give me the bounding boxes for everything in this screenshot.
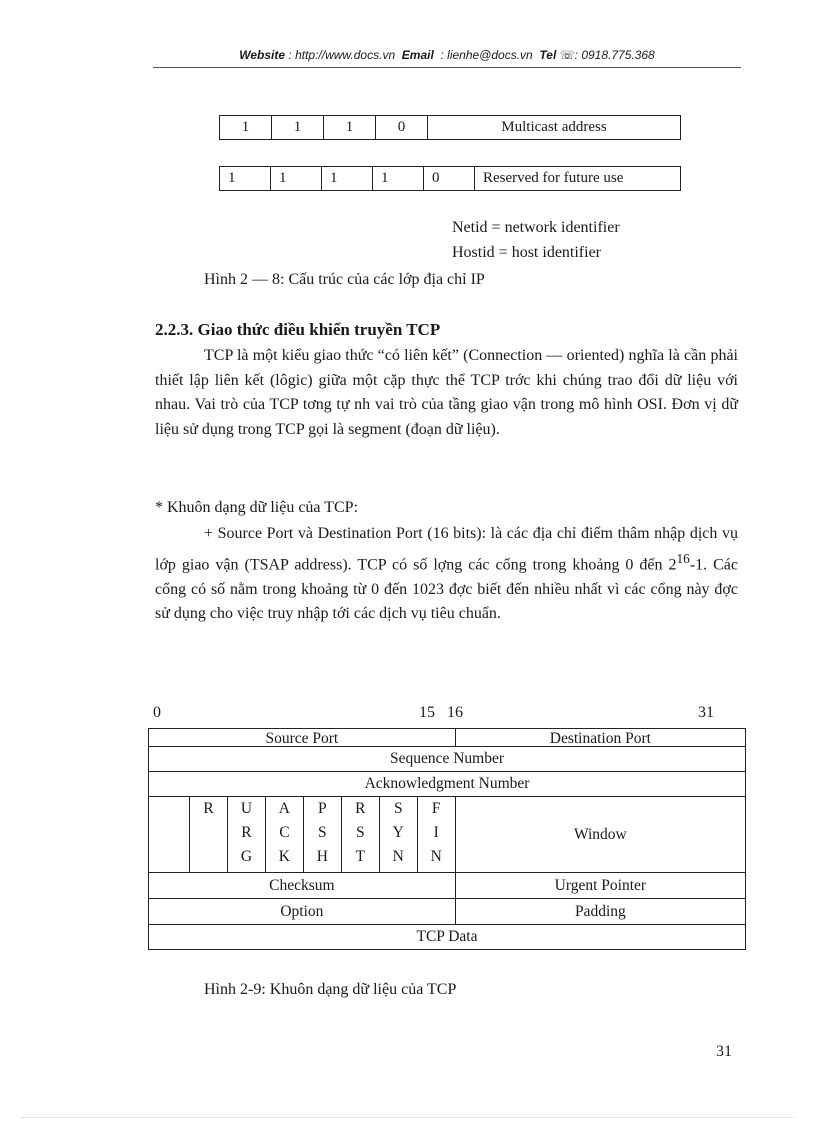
address-bit: 1	[220, 167, 271, 191]
flag-letter: R	[355, 800, 366, 817]
reserved-address-row	[219, 166, 681, 191]
address-bit: 1	[271, 167, 322, 191]
paragraph-text: + Source Port và Destination Port (16 bits): là các địa chỉ điểm thâm nhập dịch vụ lớp giao vận (TSAP address). TCP có số lợng các cổng trong khoảng 0 đến 2	[155, 525, 738, 573]
flag-letter: S	[318, 824, 327, 841]
figure-2-9-caption: Hình 2-9: Khuôn dạng dữ liệu của TCP	[204, 981, 457, 998]
tel-label: Tel	[539, 48, 557, 62]
header-divider	[153, 67, 741, 68]
paragraph-text: TCP là một kiểu giao thức “có liên kết” (Connection — oriented) nghĩa là cần phải thiết lập liên kết (lôgic) giữa một cặp thực thể TCP trớc khi chúng trao đổi dữ liệu với nhau. Vai trò của TCP tơng tự nh vai trò của tầng giao vận trong mô hình OSI. Đơn vị dữ liệu sử dụng trong TCP gọi là segment (đoạn dữ liệu).	[155, 347, 738, 438]
urgent-pointer-cell: Urgent Pointer	[455, 873, 745, 899]
flag-letter: R	[241, 824, 252, 841]
format-heading: * Khuôn dạng dữ liệu của TCP:	[155, 499, 359, 516]
checksum-cell: Checksum	[149, 873, 456, 899]
tel-number: : 0918.775.368	[574, 48, 655, 62]
flag-letter: K	[278, 848, 290, 865]
flag-letter: A	[278, 800, 290, 817]
website-url[interactable]: : http://www.docs.vn	[288, 48, 396, 62]
tcp-header-diagram	[148, 728, 746, 950]
flag-letter: N	[392, 848, 404, 865]
flag-letter: N	[430, 848, 442, 865]
flag-urg-cell	[227, 797, 265, 873]
phone-icon: ☏	[559, 48, 575, 62]
page-number: 31	[716, 1043, 732, 1060]
flag-letter: G	[240, 848, 253, 865]
address-class-label: Reserved for future use	[475, 167, 681, 191]
source-port-cell: Source Port	[149, 729, 456, 747]
address-class-label: Multicast address	[428, 116, 681, 140]
address-bit: 1	[322, 167, 373, 191]
flag-letter: T	[355, 848, 366, 865]
padding-cell: Padding	[455, 899, 745, 925]
ports-paragraph	[155, 522, 738, 627]
website-label: Website	[239, 48, 286, 62]
header-length-cell	[149, 797, 190, 873]
section-heading: 2.2.3. Giao thức điều khiển truyền TCP	[155, 320, 441, 339]
page-header	[153, 48, 741, 62]
flag-letter: I	[433, 824, 439, 841]
flag-psh-cell	[303, 797, 341, 873]
flag-syn-cell	[379, 797, 417, 873]
paragraph-text: -1. Các cổng có số nằm trong khoảng từ 0 đến 1023 đợc biết đến nhiều nhất vì các cổng này đợc sử dụng cho việc truy nhập tới các dịch vụ tiêu chuẩn.	[155, 555, 738, 623]
flag-letter: H	[316, 848, 328, 865]
flag-letter: P	[318, 800, 327, 817]
email-address[interactable]: : lienhe@docs.vn	[440, 48, 533, 62]
tcp-intro-paragraph	[155, 344, 738, 442]
destination-port-cell: Destination Port	[455, 729, 745, 747]
flag-letter: S	[355, 824, 365, 841]
flag-rst-cell	[341, 797, 379, 873]
address-bit: 1	[373, 167, 424, 191]
address-bit: 1	[324, 116, 376, 140]
bit-ruler-31: 31	[698, 704, 714, 721]
flag-fin-cell	[417, 797, 455, 873]
address-bit: 0	[376, 116, 428, 140]
bit-ruler-15: 15	[419, 704, 435, 721]
flag-ack-cell	[265, 797, 303, 873]
tcp-data-cell: TCP Data	[149, 925, 746, 950]
page-bottom-border	[22, 1117, 794, 1118]
flag-letter: Y	[392, 824, 404, 841]
multicast-address-row	[219, 115, 681, 140]
bit-ruler-0: 0	[153, 704, 161, 721]
flag-letter: C	[279, 824, 290, 841]
legend-hostid: Hostid = host identifier	[452, 244, 602, 261]
sequence-number-cell: Sequence Number	[149, 747, 746, 772]
bit-ruler-16: 16	[447, 704, 463, 721]
exponent: 16	[676, 550, 690, 566]
flag-letter: U	[240, 800, 253, 817]
flag-letter: R	[203, 800, 214, 817]
option-cell: Option	[149, 899, 456, 925]
acknowledgment-number-cell: Acknowledgment Number	[149, 772, 746, 797]
address-bit: 1	[220, 116, 272, 140]
address-bit: 1	[272, 116, 324, 140]
email-label: Email	[401, 48, 434, 62]
address-bit: 0	[424, 167, 475, 191]
flag-cell	[190, 797, 228, 873]
legend-netid: Netid = network identifier	[452, 219, 620, 236]
flag-letter: F	[431, 800, 441, 817]
window-cell: Window	[455, 797, 745, 873]
flag-letter: S	[393, 800, 403, 817]
figure-2-8-caption: Hình 2 — 8: Cấu trúc của các lớp địa chỉ IP	[204, 271, 485, 288]
